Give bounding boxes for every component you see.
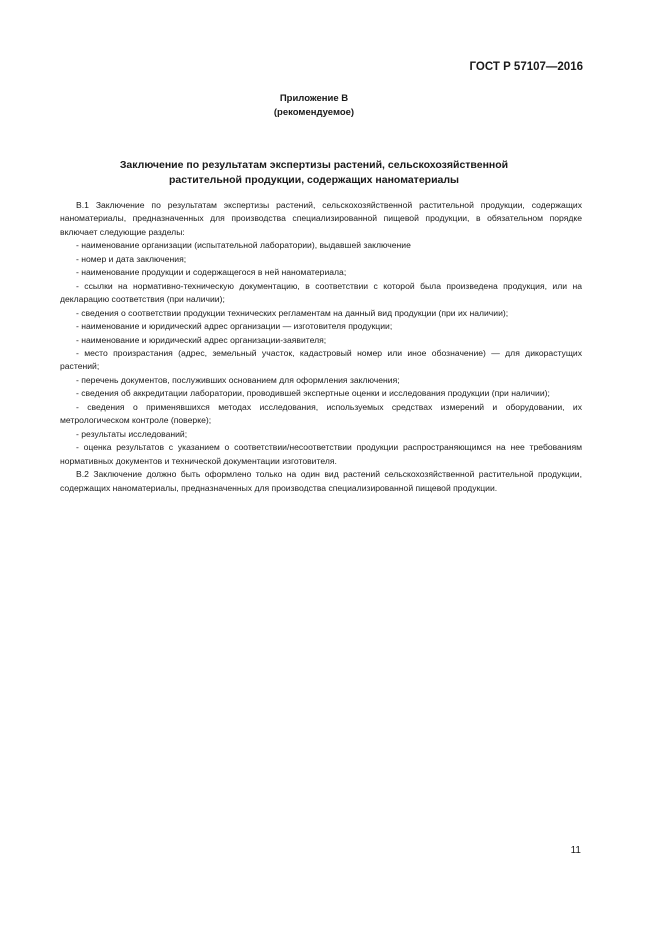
list-item: - сведения о соответствии продукции технических регламентам на данный вид продукции (при их наличии);	[76, 307, 509, 318]
body-text	[60, 199, 582, 495]
list-item: - наименование продукции и содержащегося в ней наноматериала;	[76, 267, 347, 278]
list-item: - наименование и юридический адрес организации — изготовителя продукции;	[76, 321, 393, 332]
page-number: 11	[570, 845, 581, 856]
appendix-status: (рекомендуемое)	[273, 107, 355, 118]
document-title	[0, 158, 628, 188]
list-item: - результаты исследований;	[76, 428, 188, 439]
list-item: - наименование и юридический адрес организации-заявителя;	[76, 334, 327, 345]
list-item: - ссылки на нормативно-техническую документацию, в соответствии с которой была произведена продукция, или на декларацию соответствия (при наличии);	[60, 280, 582, 305]
list-item: - перечень документов, послуживших основанием для оформления заключения;	[76, 374, 400, 385]
list-item: - номер и дата заключения;	[76, 253, 187, 264]
appendix-title: Приложение В	[279, 93, 349, 104]
list-item: - оценка результатов с указанием о соответствии/несоответствии продукции распространяющимся на нее требованиям нормативных документов и технической документации изготовителя.	[60, 442, 582, 466]
document-title-line-2: растительной продукции, содержащих наноматериалы	[168, 174, 460, 186]
document-title-line-1: Заключение по результатам экспертизы растений, сельскохозяйственной	[119, 159, 509, 171]
list-item: - сведения об аккредитации лаборатории, проводившей экспертные оценки и исследования продукции (при наличии);	[76, 388, 550, 399]
paragraph: В.1 Заключение по результатам экспертизы растений, сельскохозяйственной растительной продукции, содержащих наноматериалы, предназначенных для производства специализированной пищевой продукции, в обязательном порядке включает следующие разделы:	[60, 200, 582, 237]
list-item: - место произрастания (адрес, земельный участок, кадастровый номер или иное обозначение) — для дикорастущих растений;	[60, 347, 582, 372]
list-item: - сведения о применявшихся методах исследования, используемых средствах измерений и оборудовании, их метрологическом контроле (поверке);	[60, 401, 582, 426]
paragraph: В.2 Заключение должно быть оформлено только на один вид растений сельскохозяйственной растительной продукции, содержащих наноматериалы, предназначенных для производства специализированной пищевой продукции.	[60, 469, 582, 493]
standard-code: ГОСТ Р 57107—2016	[469, 61, 583, 73]
list-item: - наименование организации (испытательной лаборатории), выдавшей заключение	[76, 240, 411, 251]
appendix-heading	[0, 92, 628, 120]
